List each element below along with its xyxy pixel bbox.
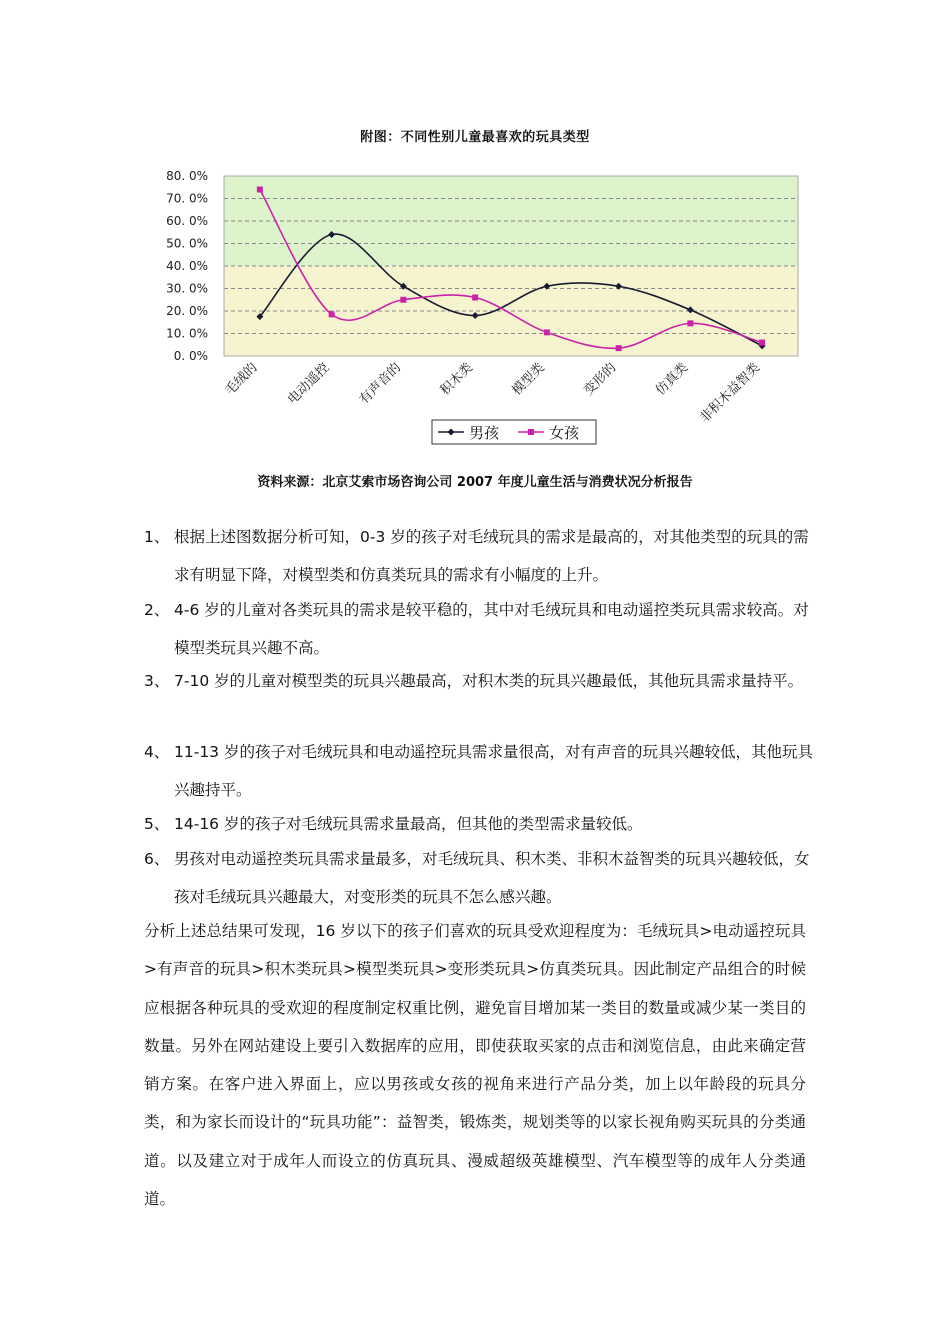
finding-text: 男孩对电动遥控类玩具需求量最多，对毛绒玩具、积木类、非积木益智类的玩具兴趣较低，女孩对毛绒玩具兴趣最大，对变形类的玩具不怎么感兴趣。 (174, 850, 810, 906)
line-chart (140, 160, 820, 460)
y-tick-label: 50. 0% (166, 236, 208, 251)
finding-number: 6、 (144, 850, 170, 868)
y-tick-label: 80. 0% (166, 169, 208, 183)
data-point-girls (472, 295, 478, 301)
data-point-girls (329, 311, 335, 317)
summary-paragraph: 分析上述总结果可发现，16 岁以下的孩子们喜欢的玩具受欢迎程度为：毛绒玩具>电动遥控玩具>有声音的玩具>积木类玩具>模型类玩具>变形类玩具>仿真类玩具。因此制定产品组合的时候应根据各种玩具的受欢迎的程度制定权重比例，避免盲目增加某一类目的数量或减少某一类目的数量。另外在网站建设上要引入数据库的应用，即使获取买家的点击和浏览信息，由此来确定营销方案。在客户进入界面上，应以男孩或女孩的视角来进行产品分类，加上以年龄段的玩具分类，和为家长而设计的“玩具功能”：益智类，锻炼类，规划类等的以家长视角购买玩具的分类通道。以及建立对于成年人而设立的仿真玩具、漫威超级英雄模型、汽车模型等的成年人分类通道。 (144, 922, 806, 1209)
y-tick-label: 30. 0% (166, 281, 208, 296)
y-tick-label: 40. 0% (166, 259, 208, 273)
finding-5 (144, 805, 814, 843)
finding-number: 2、 (144, 601, 170, 619)
y-tick-label: 60. 0% (166, 214, 208, 228)
legend-label: 女孩 (549, 424, 580, 442)
data-point-girls (759, 340, 765, 346)
finding-4 (144, 733, 814, 809)
x-tick-label: 毛绒的 (222, 360, 261, 399)
finding-text: 14-16 岁的孩子对毛绒玩具需求量最高，但其他的类型需求量较低。 (174, 815, 643, 833)
data-point-girls (257, 187, 263, 193)
figure-source: 资料来源：北京艾索市场咨询公司 2007 年度儿童生活与消费状况分析报告 (257, 475, 693, 490)
y-tick-label: 10. 0% (166, 326, 208, 341)
finding-text: 7-10 岁的儿童对模型类的玩具兴趣最高，对积木类的玩具兴趣最低，其他玩具需求量持平。 (174, 672, 804, 690)
finding-number: 5、 (144, 815, 170, 833)
data-point-girls (687, 320, 693, 326)
x-tick-label: 电动遥控 (285, 360, 333, 408)
x-tick-label: 积木类 (437, 360, 476, 399)
y-tick-label: 20. 0% (166, 304, 208, 318)
finding-2 (144, 591, 814, 667)
finding-3 (144, 662, 814, 700)
finding-number: 4、 (144, 743, 170, 761)
x-tick-label: 有声音的 (356, 360, 405, 408)
y-tick-label: 70. 0% (166, 191, 208, 206)
finding-6 (144, 840, 814, 916)
x-tick-label: 非积木益智类 (697, 360, 763, 426)
finding-1 (144, 518, 814, 594)
legend-label: 男孩 (469, 424, 500, 442)
data-point-girls (400, 297, 406, 303)
finding-number: 3、 (144, 672, 170, 690)
figure-title: 附图：不同性别儿童最喜欢的玩具类型 (360, 130, 590, 145)
x-tick-label: 仿真类 (653, 360, 692, 399)
x-tick-label: 模型类 (509, 360, 548, 399)
data-point-girls (544, 329, 550, 335)
legend-marker (528, 429, 534, 435)
finding-text: 11-13 岁的孩子对毛绒玩具和电动遥控玩具需求量很高，对有声音的玩具兴趣较低，其他玩具兴趣持平。 (174, 743, 813, 799)
finding-text: 根据上述图数据分析可知，0-3 岁的孩子对毛绒玩具的需求是最高的，对其他类型的玩具的需求有明显下降，对模型类和仿真类玩具的需求有小幅度的上升。 (174, 528, 809, 584)
x-tick-label: 变形的 (581, 360, 620, 399)
y-tick-label: 0. 0% (173, 349, 208, 363)
finding-text: 4-6 岁的儿童对各类玩具的需求是较平稳的，其中对毛绒玩具和电动遥控类玩具需求较高。对模型类玩具兴趣不高。 (174, 601, 809, 657)
finding-number: 1、 (144, 528, 170, 546)
data-point-girls (616, 345, 622, 351)
